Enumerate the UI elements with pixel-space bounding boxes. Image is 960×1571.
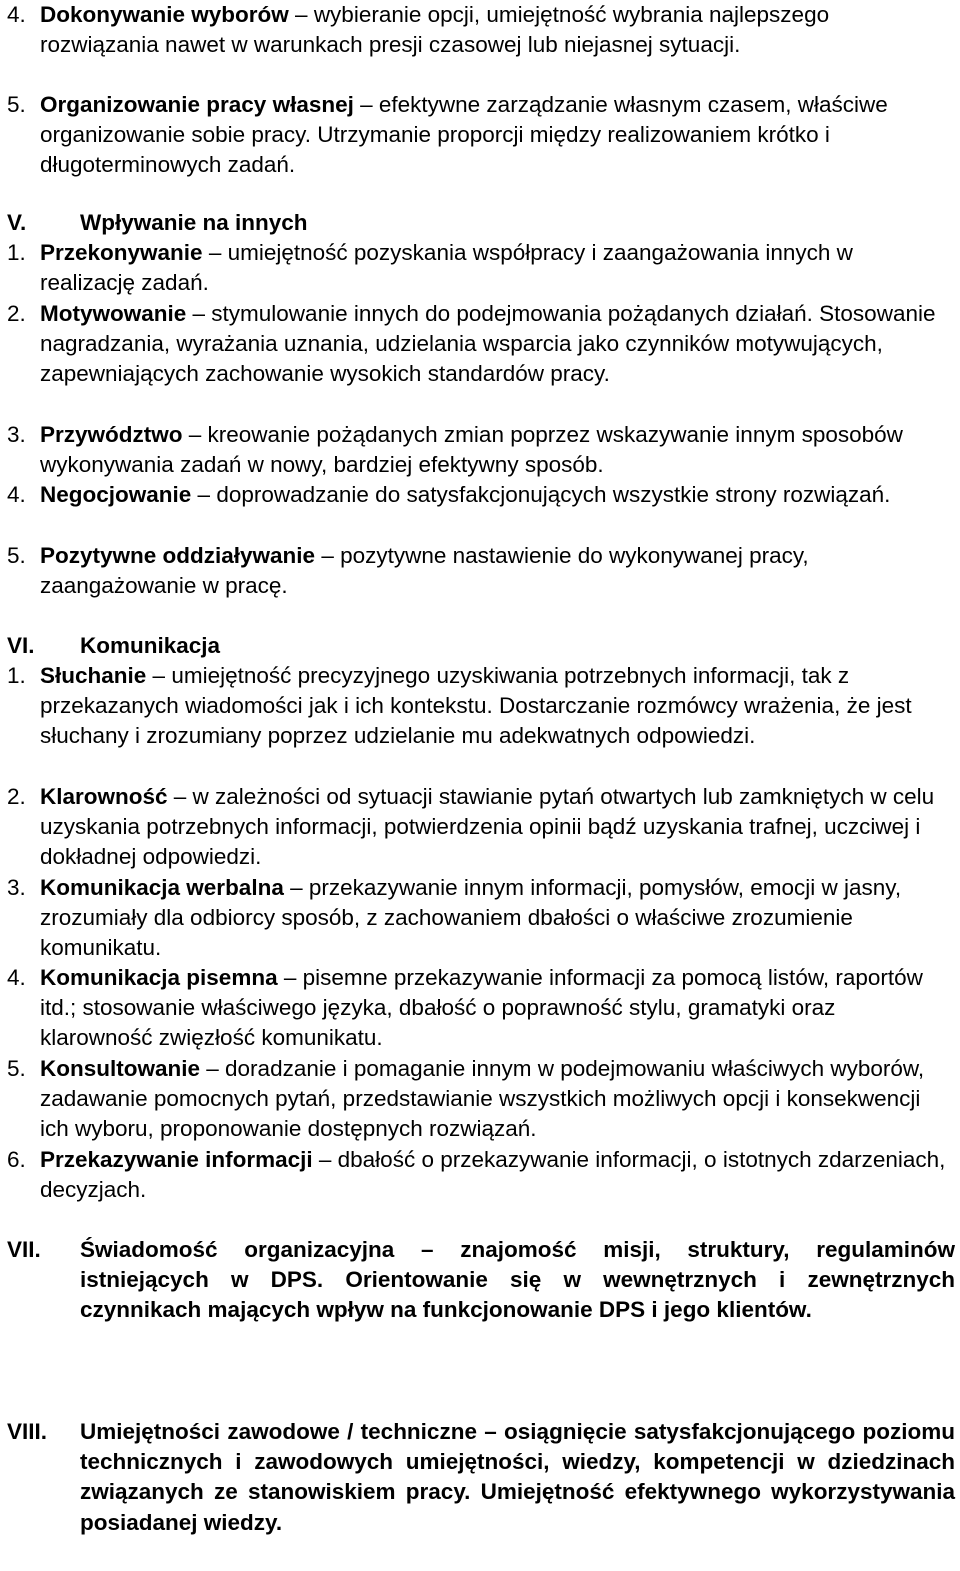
item-body — [40, 1145, 947, 1205]
item-body — [40, 480, 947, 510]
item-term: Przywództwo — [40, 422, 183, 447]
list-item — [7, 299, 947, 390]
list-item — [7, 1054, 947, 1145]
section-heading — [7, 631, 220, 661]
list-item — [7, 873, 947, 964]
item-body — [40, 90, 947, 181]
item-term: Klarowność — [40, 784, 168, 809]
list-item — [7, 661, 947, 752]
item-body — [40, 0, 947, 60]
section-title: Wpływanie na innych — [80, 210, 308, 235]
list-item — [7, 1145, 947, 1205]
item-description: – efektywne zarządzanie własnym czasem, właściwe organizowanie sobie pracy. Utrzymanie proporcji między realizowaniem krótko i długoterminowych zadań. — [40, 92, 888, 178]
section-title: Komunikacja — [80, 633, 221, 658]
item-description: – pisemne przekazywanie informacji za pomocą listów, raportów itd.; stosowanie właściwego języka, dbałość o poprawność stylu, gramatyki oraz klarowność zwięzłość komunikatu. — [40, 965, 923, 1051]
section-number: VIII. — [7, 1419, 48, 1444]
item-term: Przekonywanie — [40, 240, 203, 265]
item-number: 3. — [7, 422, 26, 447]
list-item — [7, 963, 947, 1054]
item-number: 5. — [7, 1056, 26, 1081]
item-term: Słuchanie — [40, 663, 147, 688]
item-body — [40, 1054, 947, 1145]
item-term: Konsultowanie — [40, 1056, 201, 1081]
section-number: V. — [7, 210, 27, 235]
item-number: 4. — [7, 965, 26, 990]
item-number: 2. — [7, 784, 26, 809]
item-description: – doradzanie i pomaganie innym w podejmowaniu właściwych wyborów, zadawanie pomocnych pytań, przedstawianie wszystkich możliwych opcji i konsekwencji ich wyboru, proponowanie dostępnych rozwiązań. — [40, 1056, 925, 1142]
item-number: 1. — [7, 663, 26, 688]
item-body — [40, 782, 947, 873]
item-number: 4. — [7, 2, 26, 27]
list-item — [7, 420, 947, 480]
section-paragraph — [7, 1235, 955, 1326]
item-term: Organizowanie pracy własnej — [40, 92, 354, 117]
item-number: 5. — [7, 543, 26, 568]
item-number: 1. — [7, 240, 26, 265]
section-text: Świadomość organizacyjna – znajomość misji, struktury, regulaminów istniejących w DPS. Orientowanie się w wewnętrznych i zewnętrznych czynnikach mających wpływ na funkcjonowanie DPS i jego klientów. — [80, 1237, 955, 1323]
item-description: – wybieranie opcji, umiejętność wybrania najlepszego rozwiązania nawet w warunkach presji czasowej lub niejasnej sytuacji. — [40, 2, 830, 58]
item-number: 4. — [7, 482, 26, 507]
item-number: 2. — [7, 301, 26, 326]
section-text: Umiejętności zawodowe / techniczne – osiągnięcie satysfakcjonującego poziomu technicznych i zawodowych umiejętności, wiedzy, kompetencji w dziedzinach związanych ze stanowiskiem pracy. Umiejętność efektywnego wykorzystywania posiadanej wiedzy. — [80, 1419, 955, 1535]
item-term: Dokonywanie wyborów — [40, 2, 289, 27]
list-item — [7, 480, 947, 510]
item-term: Negocjowanie — [40, 482, 192, 507]
item-description: – kreowanie pożądanych zmian poprzez wskazywanie innym sposobów wykonywania zadań w nowy, bardziej efektywny sposób. — [40, 422, 903, 478]
item-body — [40, 299, 947, 390]
item-body — [40, 963, 947, 1054]
list-item — [7, 541, 947, 601]
item-description: – umiejętność precyzyjnego uzyskiwania potrzebnych informacji, tak z przekazanych wiadomości jak i ich kontekstu. Dostarczanie rozmówcy wrażenia, że jest słuchany i zrozumiany poprzez udzielanie mu adekwatnych odpowiedzi. — [40, 663, 912, 749]
item-description: – pozytywne nastawienie do wykonywanej pracy, zaangażowanie w pracę. — [40, 543, 809, 599]
item-number: 3. — [7, 875, 26, 900]
item-body — [40, 238, 947, 298]
item-term: Motywowanie — [40, 301, 187, 326]
section-number: VI. — [7, 633, 35, 658]
item-term: Przekazywanie informacji — [40, 1147, 313, 1172]
section-number: VII. — [7, 1237, 41, 1262]
item-number: 5. — [7, 92, 26, 117]
item-body — [40, 661, 947, 752]
item-description: – dbałość o przekazywanie informacji, o istotnych zdarzeniach, decyzjach. — [40, 1147, 946, 1203]
item-body — [40, 541, 947, 601]
item-description: – doprowadzanie do satysfakcjonujących wszystkie strony rozwiązań. — [191, 482, 891, 507]
item-term: Komunikacja werbalna — [40, 875, 284, 900]
section-heading — [7, 208, 308, 238]
item-number: 6. — [7, 1147, 26, 1172]
list-item — [7, 0, 947, 60]
item-body — [40, 873, 947, 964]
list-item — [7, 238, 947, 298]
item-body — [40, 420, 947, 480]
item-description: – stymulowanie innych do podejmowania pożądanych działań. Stosowanie nagradzania, wyrażania uznania, udzielania wsparcia jako czynników motywujących, zapewniających zachowanie wysokich standardów pracy. — [40, 301, 936, 387]
list-item — [7, 90, 947, 181]
item-term: Pozytywne oddziaływanie — [40, 543, 316, 568]
item-term: Komunikacja pisemna — [40, 965, 278, 990]
section-paragraph — [7, 1417, 955, 1538]
item-description: – umiejętność pozyskania współpracy i zaangażowania innych w realizację zadań. — [40, 240, 853, 296]
list-item — [7, 782, 947, 873]
item-description: – przekazywanie innym informacji, pomysłów, emocji w jasny, zrozumiały dla odbiorcy sposób, z zachowaniem dbałości o właściwe zrozumienie komunikatu. — [40, 875, 902, 961]
item-description: – w zależności od sytuacji stawianie pytań otwartych lub zamkniętych w celu uzyskania potrzebnych informacji, potwierdzenia opinii bądź uzyskania trafnej, uczciwej i dokładnej odpowiedzi. — [40, 784, 935, 870]
